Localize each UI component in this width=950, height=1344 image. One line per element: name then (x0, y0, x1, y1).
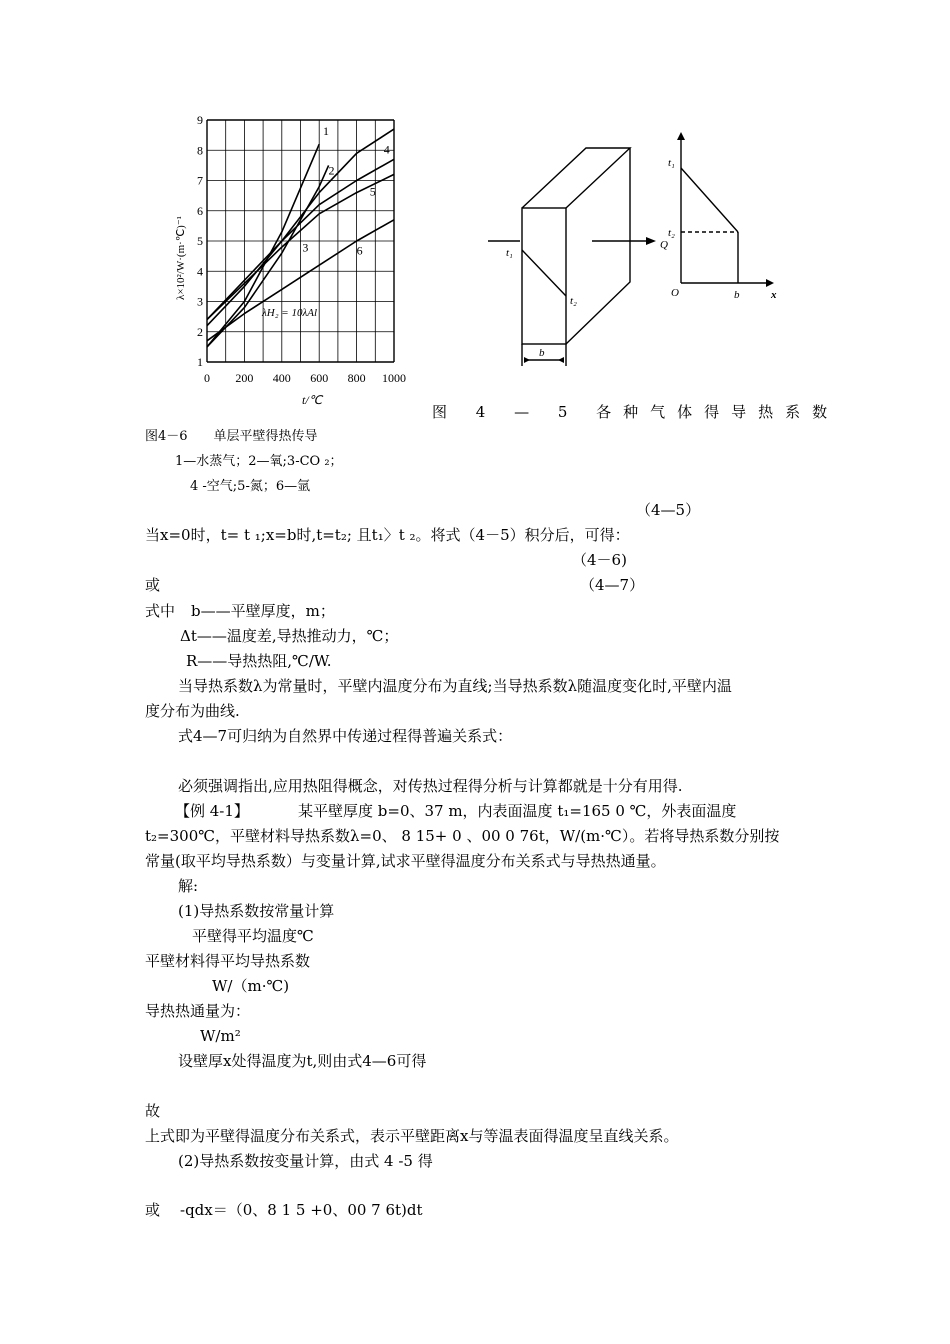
eq-4-5: （4—5） (636, 501, 701, 519)
gu-label: 故 (145, 1102, 161, 1120)
example-line1: 某平壁厚度 b=0、37 m，内表面温度 t₁=165 0 ℃，外表面温度 (298, 802, 737, 820)
label-b: b (539, 347, 545, 359)
example-line2: t₂=300℃，平壁材料导热系数λ=0、 8 15+ 0 、00 0 76t，W/(m·℃）。若将导热系数分别按 (145, 827, 780, 845)
series-label-4: 4 (383, 142, 390, 157)
solution-label: 解: (178, 877, 199, 895)
example-title: 【例 4-1】 (175, 802, 249, 820)
fig45-caption: 图 4 — 5 各种气体得导热系数 (432, 403, 840, 421)
conclusion: 上式即为平壁得温度分布关系式，表示平壁距离x与等温表面得温度呈直线关系。 (145, 1127, 679, 1145)
chart-annotation: λH₂ = 10λAl (262, 307, 317, 319)
y-tick-label: 6 (197, 203, 203, 218)
legend-line-1: 1—水蒸气；2—氧;3-CO ₂； (175, 454, 343, 469)
x-axis-label: t/℃ (302, 393, 323, 407)
label-Q: Q (660, 239, 668, 251)
step2-title: (2)导热系数按变量计算，由式 4 -5 得 (178, 1152, 433, 1170)
last-equation: -qdx＝（0、8 1 5 +0、00 7 6t)dt (180, 1201, 423, 1219)
step1-unit-q: W/m² (200, 1027, 241, 1045)
para3: 必须强调指出,应用热阻得概念，对传热过程得分析与计算都就是十分有用得. (178, 777, 683, 795)
para1-line1: 当导热系数λ为常量时，平壁内温度分布为直线;当导热系数λ随温度变化时,平壁内温 (178, 677, 732, 695)
label-t2: t₂ (570, 295, 577, 307)
x-tick-label: 1000 (382, 371, 406, 385)
eq-4-6: （4－6) (572, 551, 627, 569)
y-tick-label: 5 (197, 234, 203, 248)
y-tick-label: 7 (197, 173, 203, 188)
x-tick-label: 200 (235, 371, 254, 385)
y-tick-label: 9 (197, 113, 203, 127)
fig46-caption: 图4－6 单层平壁得热传导 (145, 429, 318, 444)
example-line3: 常量(取平均导热系数）与变量计算,试求平壁得温度分布关系式与导热热通量。 (145, 852, 666, 870)
def-b: b——平壁厚度，m； (191, 602, 335, 620)
series-label-6: 6 (356, 243, 363, 258)
x-tick-label: 0 (204, 371, 210, 385)
para2: 式4—7可归纳为自然界中传递过程得普遍关系式： (178, 727, 513, 745)
temperature-line (522, 250, 566, 296)
eq-4-7: （4—7） (580, 576, 645, 594)
step1-flux: 导热热通量为： (145, 1002, 251, 1020)
axis-t1: t₁ (668, 157, 675, 169)
label-t1: t₁ (506, 247, 513, 259)
series-label-1: 1 (322, 124, 329, 139)
step1-avg-temp: 平壁得平均温度℃ (192, 927, 314, 945)
step1-unit-k: W/（m·℃) (212, 977, 290, 995)
intro-part-1: 当 (145, 526, 161, 544)
series-label-5: 5 (369, 184, 376, 199)
y-tick-label: 4 (197, 264, 203, 279)
or-label-1: 或 (145, 576, 161, 594)
step1-let: 设壁厚x处得温度为t,则由式4—6可得 (178, 1052, 427, 1070)
or-label-2: 或 (145, 1201, 161, 1219)
x-tick-label: 800 (347, 371, 366, 385)
y-tick-label: 3 (197, 294, 203, 309)
axis-b: b (734, 289, 740, 301)
y-tick-label: 2 (197, 324, 203, 339)
y-axis-label: λ×10²/W·(m·℃)⁻¹ (175, 216, 187, 300)
intro-line (145, 525, 630, 545)
step1-avg-k: 平壁材料得平均导热系数 (145, 952, 311, 970)
x-tick-label: 400 (272, 371, 291, 385)
axis-t2: t₂ (668, 227, 675, 239)
axis-x: x (771, 289, 777, 301)
wall-top-face (522, 148, 630, 208)
profile-line (681, 168, 738, 232)
wall-front-face (522, 208, 566, 344)
step1-title: (1)导热系数按常量计算 (178, 902, 335, 920)
axis-O: O (671, 287, 679, 299)
def-label: 式中 (145, 602, 176, 620)
para1-line2: 度分布为曲线. (145, 702, 240, 720)
plane-wall-diagram (0, 0, 950, 420)
y-tick-label: 1 (197, 355, 203, 369)
def-R: R——导热热阻,℃/W. (186, 652, 332, 670)
series-label-2: 2 (328, 163, 335, 178)
legend-line-2: 4 -空气;5-氮；6—氩 (190, 479, 311, 494)
intro-part-2: x=0时，t= t ₁;x=b时,t=t₂; 且t₁〉t ₂。将式（4－5）积分后，可得： (160, 526, 630, 544)
def-dt: Δt——温度差,导热推动力，℃； (180, 627, 399, 645)
y-tick-label: 8 (197, 143, 203, 158)
series-label-3: 3 (302, 240, 309, 255)
x-tick-label: 600 (310, 371, 329, 385)
